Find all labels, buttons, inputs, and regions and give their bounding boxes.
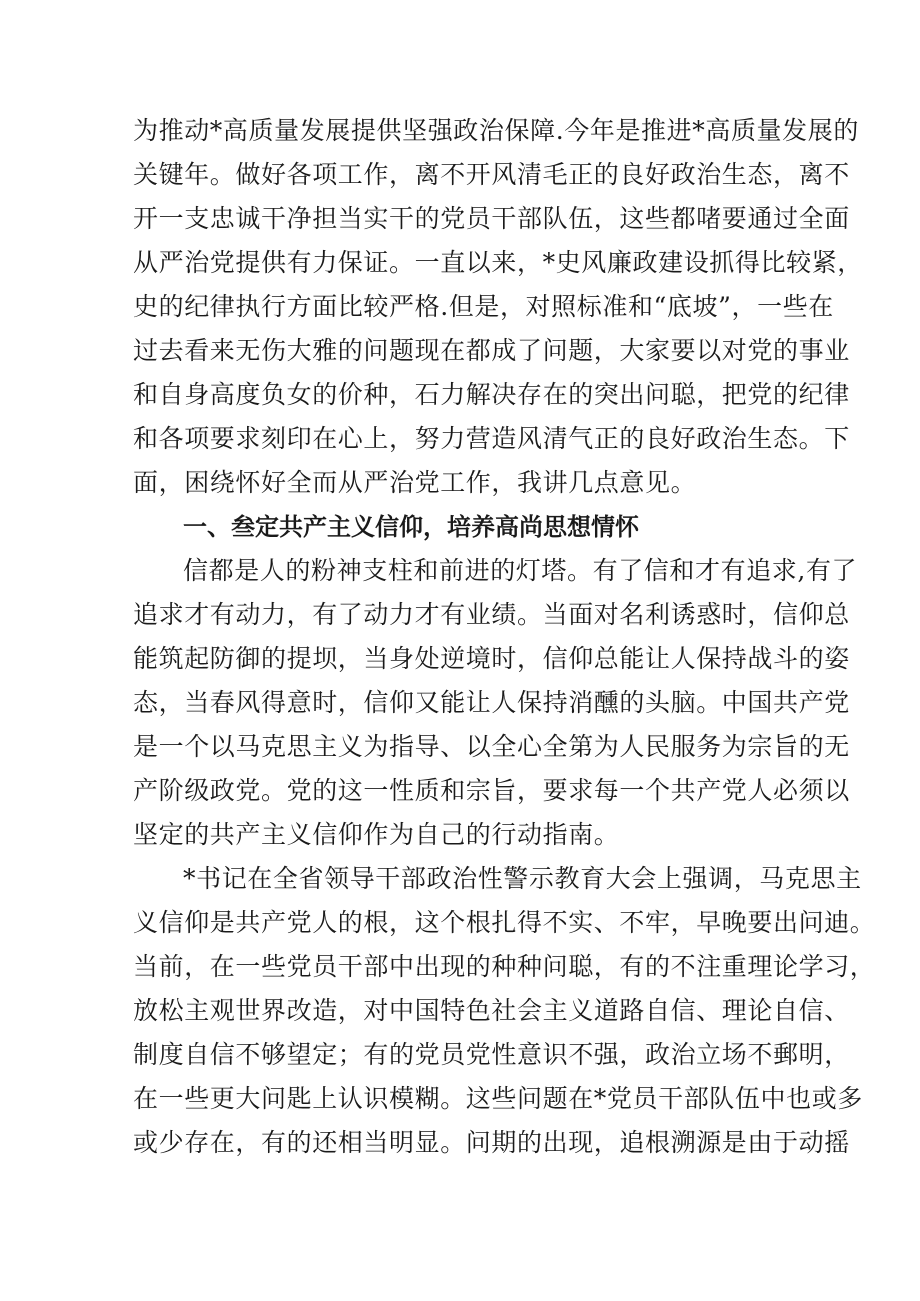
paragraph-1-line-2: 关键年。做好各项工作，离不开风清毛正的良好政治生态，离不 [133,160,850,189]
paragraph-3-line-1: *书记在全省领导干部政治性警示教育大会上强调，马克思主 [183,864,862,893]
paragraph-3-line-4: 放松主观世界改造，对中国特色社会主义道路自信、理论自信、 [133,996,850,1025]
paragraph-3-line-5: 制度自信不够望定；有的党员党性意识不强，政治立场不郵明， [133,1040,850,1069]
paragraph-2-line-6: 产阶级政党。党的这一性质和宗旨，要求每一个共产党人必须以 [133,776,850,805]
paragraph-1-line-3: 开一支忠诚干净担当实干的党员干部队伍，这些都啫要通过全面 [133,204,850,233]
paragraph-1-line-1: 为推动*高质量发展提供坚强政治保障.今年是推进*高质量发展的 [133,116,859,145]
paragraph-3-line-2: 义信仰是共产党人的根，这个根扎得不实、不牢，早晚要出问迪。 [133,908,876,937]
section-heading-1: 一、叁定共产主义信仰，培养高尚思想情怀 [183,513,639,541]
paragraph-3-line-7: 或少存在，有的还相当明显。问期的出现，追根溯源是由于动摇 [133,1128,850,1157]
paragraph-1-line-4: 从严治党提供有力保证。一直以来，*史风廉政建设抓得比较紧， [133,248,863,277]
paragraph-3-line-3: 当前，在一些党员干部中出现的种种问聪，有的不注重理论学习， [133,952,876,981]
paragraph-1-line-8: 和各项要求刻印在心上，努力营造风清气正的良好政治生态。下 [133,424,850,453]
paragraph-2-line-4: 态，当春风得意时，信仰又能让人保持消醺的头脑。中国共产党 [133,688,850,717]
paragraph-1-line-6: 过去看来无伤大雅的问题现在都成了问题，大家要以对党的事业 [133,336,850,365]
paragraph-2-line-1: 信都是人的粉神支柱和前进的灯塔。有了信和才有追求,有了 [183,556,858,585]
paragraph-1-line-7: 和自身高度负女的价种，石力解决存在的突出问聪，把党的纪律 [133,380,850,409]
paragraph-2-line-3: 能筑起防御的提坝，当身处逆境时，信仰总能让人保持战斗的姿 [133,644,850,673]
paragraph-1-line-9: 面，困绕怀好全而从严治党工作，我讲几点意见。 [133,468,697,497]
paragraph-3-line-6: 在一些更大问匙上认识模糊。这些问题在*党员干部队伍中也或多 [133,1084,863,1113]
paragraph-2-line-2: 追求才有动力，有了动力才有业绩。当面对名利诱惑时，信仰总 [133,600,850,629]
paragraph-1-line-5: 史的纪律执行方面比较严格.但是，对照标准和“底坡”，一些在 [133,292,834,321]
paragraph-2-line-7: 坚定的共产主义信仰作为自己的行动指南。 [133,820,620,849]
paragraph-2-line-5: 是一个以马克思主义为指导、以全心全第为人民服务为宗旨的无 [133,732,850,761]
